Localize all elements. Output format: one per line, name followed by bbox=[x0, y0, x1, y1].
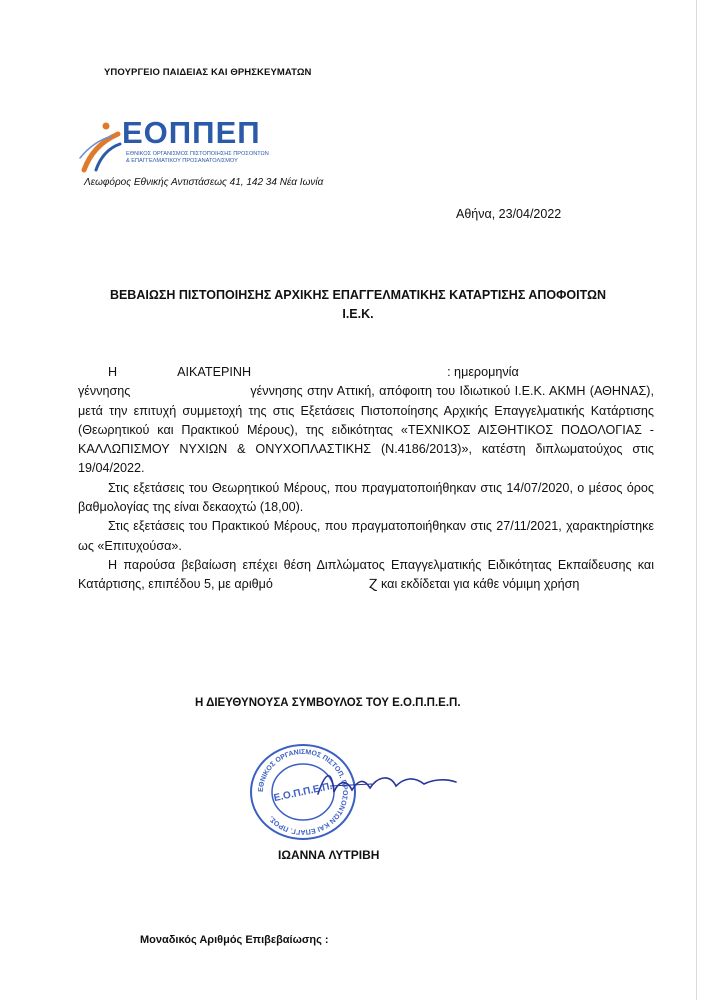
handwritten-signature bbox=[312, 764, 462, 804]
eoppep-logo bbox=[76, 112, 316, 178]
confirmation-number-label: Μοναδικός Αριθμός Επιβεβαίωσης : bbox=[140, 934, 329, 946]
logo-subtitle-line2: & ΕΠΑΓΓΕΛΜΑΤΙΚΟΥ ΠΡΟΣΑΝΑΤΟΛΙΣΜΟΥ bbox=[126, 158, 238, 164]
holder-first-name: ΑΙΚΑΤΕΡΙΝΗ bbox=[177, 365, 252, 379]
issue-date: Αθήνα, 23/04/2022 bbox=[456, 207, 562, 221]
paragraph-diploma-equivalence bbox=[78, 556, 654, 595]
logo-subtitle-line1: ΕΘΝΙΚΟΣ ΟΡΓΑΝΙΣΜΟΣ ΠΙΣΤΟΠΟΙΗΣΗΣ ΠΡΟΣΟΝΤΩΝ bbox=[126, 151, 269, 157]
equivalence-text: Η παρούσα βεβαίωση επέχει θέση Διπλώματος Επαγγελματικής Ειδικότητας Εκπαίδευσης και Κατάρτισης, επιπέδου 5, με αριθμό bbox=[78, 557, 654, 592]
paragraph-theory-exam: Στις εξετάσεις του Θεωρητικού Μέρους, που πραγματοποιήθηκαν στις 14/07/2020, ο μέσος όρος βαθμολογίας της είναι δεκαοχτώ (18,00). bbox=[78, 480, 654, 515]
paragraph-holder bbox=[78, 363, 654, 382]
stamp-ring-text: ΕΘΝΙΚΟΣ ΟΡΓΑΝΙΣΜΟΣ ΠΙΣΤΟΠ. ΠΡΟΣΟΝΤΩΝ ΚΑΙ ΕΠΑΓΓ. ΠΡΟΣ. bbox=[257, 748, 349, 836]
equivalence-text-end: Ɀ και εκδίδεται για κάθε νόμιμη χρήση bbox=[368, 577, 580, 592]
holder-details: γέννησης στην Αττική, απόφοιτη του Ιδιωτικού Ι.Ε.Κ. ΑΚΜΗ (ΑΘΗΝΑΣ), μετά την επιτυχή συμμετοχή της στις Εξετάσεις Πιστοποίησης Αρχικής Επαγγελματικής Κατάρτισης (Θεωρητικού και Πρακτικού Μέρους), της ειδικότητας «ΤΕΧΝΙΚΟΣ ΑΙΣΘΗΤΙΚΟΣ ΠΟΔΟΛΟΓΙΑΣ - ΚΑΛΛΩΠΙΣΜΟΥ ΝΥΧΙΩΝ & ΟΝΥΧΟΠΛΑΣΤΙΚΗΣ (Ν.4186/2013)», κατέστη διπλωματούχος στις 19/04/2022. bbox=[78, 384, 654, 476]
certificate-body bbox=[78, 363, 654, 595]
stamp-center-text: Ε.Ο.Π.Π.Ε.Π. bbox=[272, 780, 334, 805]
paragraph-holder-cont bbox=[78, 382, 654, 478]
holder-article: Η bbox=[108, 365, 118, 379]
document-title-line2: Ι.Ε.Κ. bbox=[342, 307, 374, 321]
logo-swoosh-icon bbox=[76, 118, 124, 176]
logo-wordmark: ΕΟΠΠΕΠ bbox=[122, 115, 261, 150]
birth-date-label: : ημερομηνία bbox=[447, 365, 519, 379]
logo-subtitle bbox=[126, 151, 269, 165]
document-title bbox=[70, 286, 646, 324]
birth-label: γέννησης bbox=[78, 384, 131, 399]
ministry-name: ΥΠΟΥΡΓΕΙΟ ΠΑΙΔΕΙΑΣ ΚΑΙ ΘΡΗΣΚΕΥΜΑΤΩΝ bbox=[104, 67, 312, 78]
document-title-line1: ΒΕΒΑΙΩΣΗ ΠΙΣΤΟΠΟΙΗΣΗΣ ΑΡΧΙΚΗΣ ΕΠΑΓΓΕΛΜΑΤΙΚΗΣ ΚΑΤΑΡΤΙΣΗΣ ΑΠΟΦΟΙΤΩΝ bbox=[109, 288, 607, 302]
address: Λεωφόρος Εθνικής Αντιστάσεως 41, 142 34 Νέα Ιωνία bbox=[84, 177, 324, 188]
paragraph-practical-exam: Στις εξετάσεις του Πρακτικού Μέρους, που πραγματοποιήθηκαν στις 27/11/2021, χαρακτηρίστηκε ως «Επιτυχούσα». bbox=[78, 519, 654, 553]
signatory-name: ΙΩΑΝΝΑ ΛΥΤΡΙΒΗ bbox=[278, 848, 380, 862]
signatory-title: Η ΔΙΕΥΘΥΝΟΥΣΑ ΣΥΜΒΟΥΛΟΣ ΤΟΥ Ε.Ο.Π.Π.Ε.Π. bbox=[195, 697, 461, 709]
